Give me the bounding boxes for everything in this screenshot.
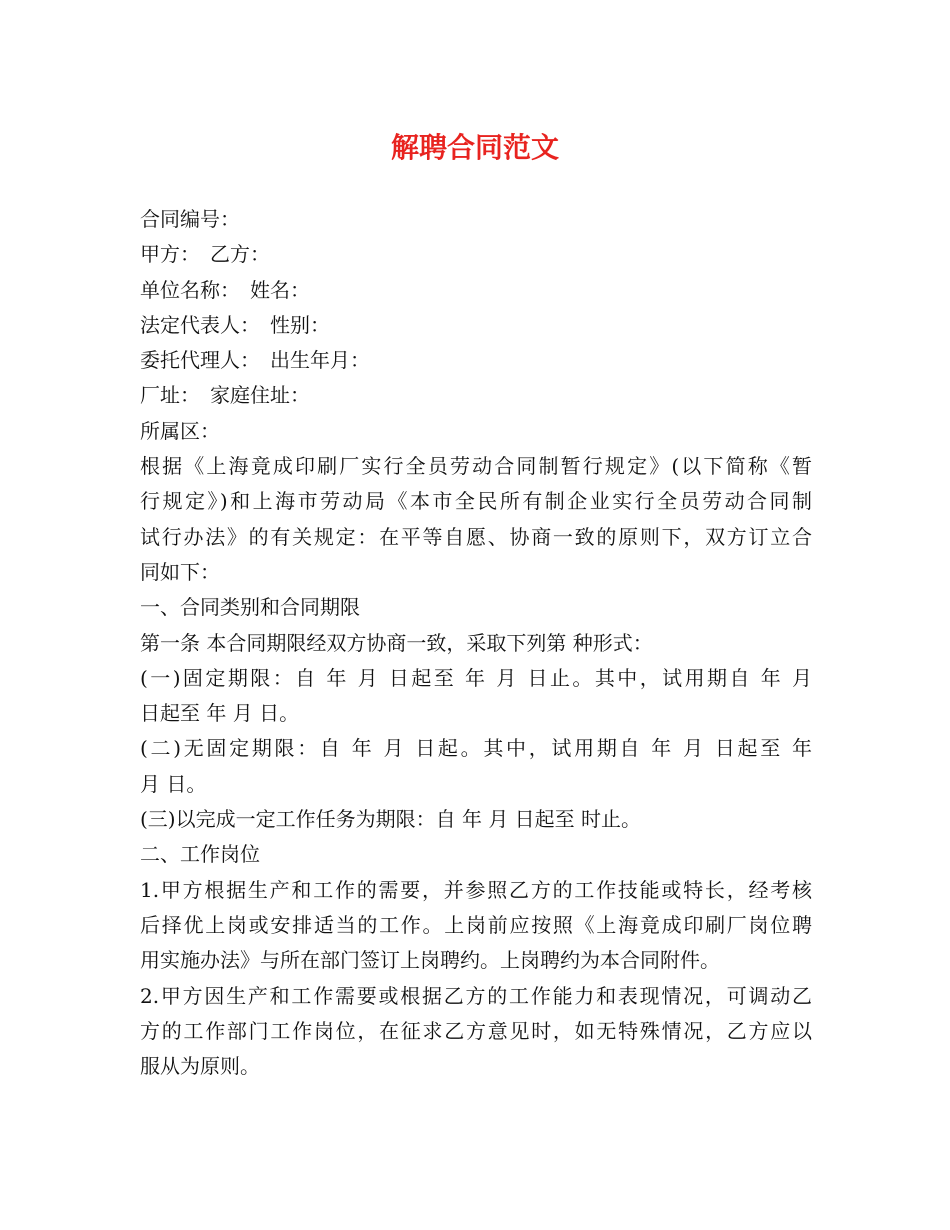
text-line: 1.甲方根据生产和工作的需要，并参照乙方的工作技能或特长，经考核 [140,877,812,902]
text-line: 行规定》)和上海市劳动局《本市全民所有制企业实行全员劳动合同制 [140,489,812,514]
text-line: 用实施办法》与所在部门签订上岗聘约。上岗聘约为本合同附件。 [140,948,720,973]
text-line: 单位名称： 姓名： [140,277,310,302]
document-body [140,202,812,1084]
text-line: 日起至 年 月 日。 [140,701,300,726]
text-line: 厂址： 家庭住址： [140,383,310,408]
text-line: 法定代表人： 性别： [140,312,330,337]
text-line: 委托代理人： 出生年月： [140,348,370,373]
text-line: 同如下： [140,559,220,584]
document-title: 解聘合同范文 [390,131,559,164]
text-line: 第一条 本合同期限经双方协商一致，采取下列第 种形式： [140,630,653,655]
text-line: 二、工作岗位 [140,842,260,867]
text-line: 所属区： [140,418,220,443]
text-line: 后择优上岗或安排适当的工作。上岗前应按照《上海竟成印刷厂岗位聘 [140,912,812,937]
text-line: 一、合同类别和合同期限 [140,595,360,620]
text-line: 2.甲方因生产和工作需要或根据乙方的工作能力和表现情况，可调动乙 [140,983,812,1008]
text-line: 月 日。 [140,771,207,796]
text-line: (一)固定期限：自 年 月 日起至 年 月 日止。其中，试用期自 年 月 [140,665,812,690]
text-line: (三)以完成一定工作任务为期限：自 年 月 日起至 时止。 [140,807,642,832]
text-line: 方的工作部门工作岗位，在征求乙方意见时，如无特殊情况，乙方应以 [140,1018,812,1043]
text-line: 试行办法》的有关规定：在平等自愿、协商一致的原则下，双方订立合 [140,524,812,549]
text-line: 甲方： 乙方： [140,242,270,267]
text-line: (二)无固定期限：自 年 月 日起。其中，试用期自 年 月 日起至 年 [140,736,812,761]
text-line: 合同编号： [140,207,240,231]
text-line: 根据《上海竟成印刷厂实行全员劳动合同制暂行规定》(以下简称《暂 [140,454,812,479]
text-line: 服从为原则。 [140,1054,260,1079]
